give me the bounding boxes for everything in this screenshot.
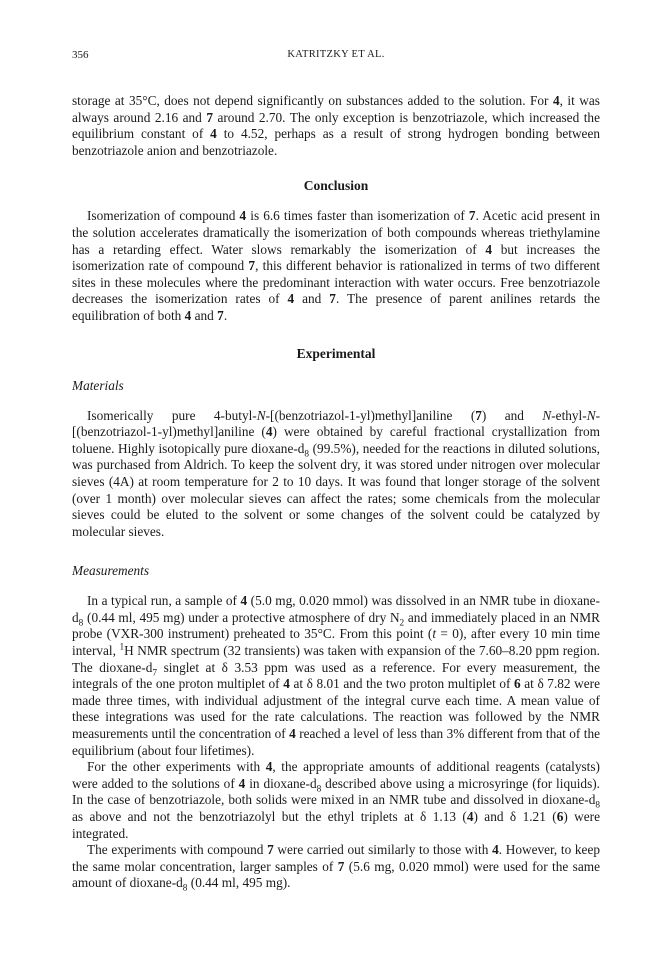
materials-paragraph: Isomerically pure 4-butyl-N-[(benzotriazol-1-yl)methyl]aniline (7) and N-ethyl-N-[(benzotriazol-1-yl)methyl]aniline (4) were obtained by careful fractional crystallization from toluene. Highly isotopically pure dioxane-$d_8$ (99.5%), needed for the reactions in diluted solutions, was purchased from Aldrich. To keep the solvent dry, it was stored under nitrogen over molecular sieves (4A) at room temperature for 2 to 10 days. It was found that longer storage of the solvent (over 1 month) over molecular sieves can affect the rates; some chemicals from the molecular sieves could be eluted to the solvent or some changes of the solvent could be catalyzed by molecular sieves. [72,407,600,539]
experimental-heading: Experimental [296,345,376,361]
conclusion-paragraph: Isomerization of compound 4 is 6.6 times faster than isomerization of 7. Acetic acid present in the solution accelerates dramatically the isomerization of both compounds whereas triethylamine has a retarding effect. Water slows remarkably the isomerization of 4 but increases the isomerization rate of compound 7, this different behavior is rationalized in terms of two different sites in these molecules where the predominant interaction with water occurs. Free benzotriazole decreases the isomerization rates of 4 and 7. The presence of parent anilines retards the equilibration of both 4 and 7. [72,208,601,323]
measurements-paragraph-1: In a typical run, a sample of 4 (5.0 mg, 0.020 mmol) was dissolved in an NMR tube in dioxane-$d_8$ (0.44 ml, 495 mg) under a protective atmosphere of dry $N_2$ and immediately placed in an NMR probe (VXR-300 instrument) preheated to 35°C. From this point (t = 0), after every 10 min time interval, $^1$H NMR spectrum (32 transients) was taken with expansion of the 7.60–8.20 ppm region. The dioxane-$d_7$ singlet at δ 3.53 ppm was used as a reference. For every measurement, the integrals of the one proton multiplet of 4 at δ 8.01 and the two proton multiplet of 6 at δ 7.82 were made three times, with individual adjustment of the integral curve each time. A mean value of these integrations was used for the rate calculations. The reaction was followed by the NMR measurements until the concentration of 4 reached a level of less than 3% different from that of the equilibrium (about four lifetimes). [72,593,600,758]
page-number: 356 [72,49,89,61]
running-head [72,49,600,65]
measurements-heading: Measurements [72,563,150,579]
intro-paragraph: storage at 35°C, does not depend significantly on substances added to the solution. For 4, it was always around 2.16 and 7 around 2.70. The only exception is benzotriazole, which increased the equilibrium constant of 4 to 4.52, perhaps as a result of strong hydrogen bonding between benzotriazole anion and benzotriazole. [72,93,600,158]
running-head-authors: KATRITZKY ET AL. [287,49,385,60]
measurements-paragraph-3: The experiments with compound 7 were carried out similarly to those with 4. However, to keep the same molar concentration, larger samples of 7 (5.6 mg, 0.020 mmol) were used for the same amount of dioxane-$d_8$ (0.44 ml, 495 mg). [72,842,601,895]
measurements-paragraph-2: For the other experiments with 4, the appropriate amounts of additional reagents (catalysts) were added to the solutions of 4 in dioxane-$d_8$ described above using a microsyringe (for liquids). In the case of benzotriazole, both solids were mixed in an NMR tube and dissolved in dioxane-$d_8$ as above and not the benzotriazolyl but the ethyl triplets at δ 1.13 (4) and δ 1.21 (6) were integrated. [72,759,601,841]
article-body [72,93,601,895]
materials-heading: Materials [72,377,124,393]
conclusion-heading: Conclusion [303,178,369,194]
